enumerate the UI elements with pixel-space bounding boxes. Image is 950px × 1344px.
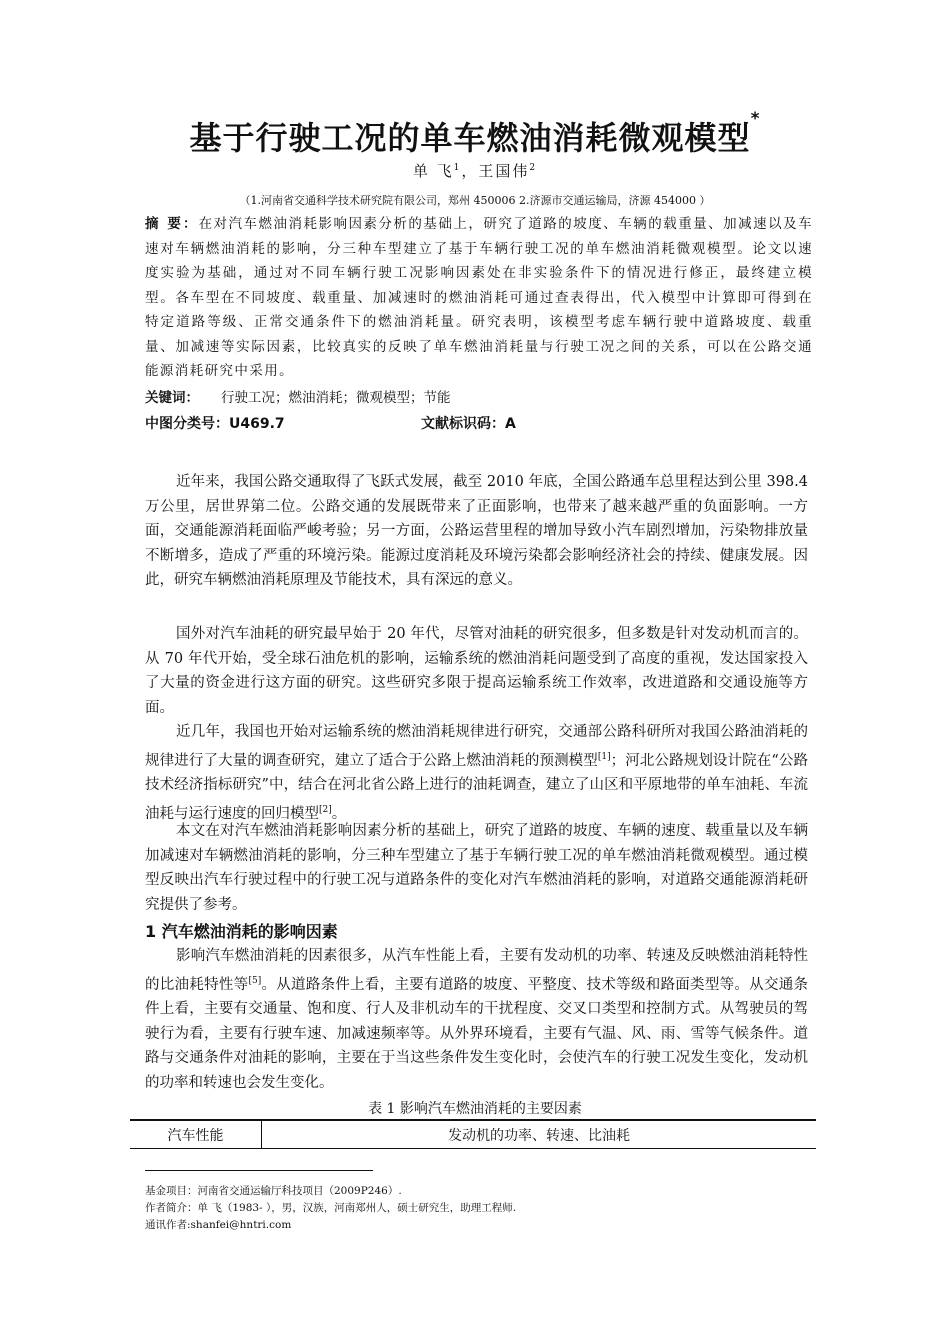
table-caption: 表 1 影响汽车燃油消耗的主要因素 bbox=[368, 1101, 582, 1117]
footnote-divider bbox=[145, 1170, 373, 1171]
section-heading-1: 1 汽车燃油消耗的影响因素 bbox=[145, 922, 338, 941]
title-footnote-mark: * bbox=[750, 109, 761, 129]
keywords bbox=[145, 388, 451, 408]
table-cell: 发动机的功率、转速、比油耗 bbox=[262, 1120, 817, 1149]
citation-2: [2] bbox=[319, 804, 332, 815]
citation-1: [1] bbox=[597, 751, 611, 762]
table-cell: 汽车性能 bbox=[130, 1120, 262, 1149]
author-1: 单 飞 bbox=[412, 162, 454, 180]
footnote-contact: 通讯作者:shanfei@hntri.com bbox=[145, 1219, 292, 1231]
clc-number: 中图分类号：U469.7 bbox=[145, 416, 285, 432]
document-code: 文献标识码：A bbox=[421, 416, 516, 432]
table-row bbox=[130, 1120, 816, 1149]
footnote-fund: 基金项目：河南省交通运输厅科技项目（2009P246）. bbox=[145, 1185, 402, 1197]
footnote-author: 作者简介：单 飞（1983- ），男，汉族，河南郑州人，硕士研究生，助理工程师. bbox=[145, 1202, 517, 1214]
paper-title bbox=[0, 109, 950, 159]
affiliations: （1.河南省交通科学技术研究院有限公司，郑州 450006 2.济源市交通运输局，济源 454000 ） bbox=[239, 194, 711, 207]
p3-text-a: 近几年，我国也开始对运输系统的燃油消耗规律进行研究，交通部公路科研所对我国公路油消耗的规律进行了大量的调查研究，建立了适合于公路上燃油消耗的预测模型 bbox=[145, 724, 808, 769]
p5-text-b: 。从道路条件上看，主要有道路的坡度、平整度、技术等级和路面类型等。从交通条件上看，主要有交通量、饱和度、行人及非机动车的干扰程度、交叉口类型和控制方式。从驾驶员的驾驶行为看，主要有行驶车速、加减速频率等。从外界环境看，主要有气温、风、雨、雪等气候条件。道路与交通条件对油耗的影响，主要在于当这些条件发生变化时，会使汽车的行驶工况发生变化，发动机的功率和转速也会发生变化。 bbox=[145, 976, 809, 1091]
abstract-text: 在对汽车燃油消耗影响因素分析的基础上，研究了道路的坡度、车辆的载重量、加减速以及车速对车辆燃油消耗的影响，分三种车型建立了基于车辆行驶工况的单车燃油消耗微观模型。论文以速度实验为基础，通过对不同车辆行驶工况影响因素处在非实验条件下的情况进行修正，最终建立模型。各车型在不同坡度、载重量、加减速时的燃油消耗可通过查表得出，代入模型中计算即可得到在特定道路等级、正常交通条件下的燃油消耗量。研究表明，该模型考虑车辆行驶中道路坡度、载重量、加减速等实际因素，比较真实的反映了单车燃油消耗量与行驶工况之间的关系，可以在公路交通能源消耗研究中采用。 bbox=[145, 216, 813, 379]
author-separator: ， bbox=[461, 162, 479, 180]
author-2: 王国伟 bbox=[478, 162, 530, 180]
abstract-label: 摘 要： bbox=[145, 216, 199, 232]
body-paragraph-1: 近年来，我国公路交通取得了飞跃式发展，截至 2010 年底，全国公路通车总里程达到公里 398.4 万公里，居世界第二位。公路交通的发展既带来了正面影响，也带来了越来越严重的负面影响。一方面，交通能源消耗面临严峻考验；另一方面，公路运营里程的增加导致小汽车剧烈增加，污染物排放量不断增多，造成了严重的环境污染。能源过度消耗及环境污染都会影响经济社会的持续、健康发展。因此，研究车辆燃油消耗原理及节能技术，具有深远的意义。 bbox=[145, 474, 808, 589]
citation-5: [5] bbox=[248, 975, 262, 986]
footnotes bbox=[145, 1183, 516, 1234]
author-2-affil: 2 bbox=[529, 163, 538, 173]
body-paragraph-5 bbox=[145, 944, 808, 1095]
p3-text-c: 。 bbox=[331, 805, 347, 822]
keywords-label: 关键词： bbox=[145, 390, 199, 406]
author-line bbox=[0, 160, 950, 181]
factors-table bbox=[130, 1119, 816, 1149]
body-paragraph-3 bbox=[145, 720, 808, 826]
author-1-affil: 1 bbox=[453, 163, 462, 173]
p3-text-b: ；河北公路规划设计院在“公路技术经济指标研究”中，结合在河北省公路上进行的油耗调查，建立了山区和平原地带的单车油耗、车流油耗与运行速度的回归模型 bbox=[145, 752, 808, 822]
body-paragraph-2: 国外对汽车油耗的研究最早始于 20 年代，尽管对油耗的研究很多，但多数是针对发动机而言的。从 70 年代开始，受全球石油危机的影响，运输系统的燃油消耗问题受到了高度的重视，发达国家投入了大量的资金进行这方面的研究。这些研究多限于提高运输系统工作效率，改进道路和交通设施等方面。 bbox=[145, 626, 808, 716]
keywords-text: 行驶工况；燃油消耗；微观模型；节能 bbox=[221, 390, 451, 406]
abstract bbox=[145, 212, 813, 384]
p5-text-a: 影响汽车燃油消耗的因素很多，从汽车性能上看，主要有发动机的功率、转速及反映燃油消耗特性的比油耗特性等 bbox=[145, 948, 808, 993]
title-text: 基于行驶工况的单车燃油消耗微观模型 bbox=[189, 119, 751, 157]
body-paragraph-4: 本文在对汽车燃油消耗影响因素分析的基础上，研究了道路的坡度、车辆的速度、载重量以及车辆加减速对车辆燃油消耗的影响，分三种车型建立了基于车辆行驶工况的单车燃油消耗微观模型。通过模型反映出汽车行驶过程中的行驶工况与道路条件的变化对汽车燃油消耗的影响，对道路交通能源消耗研究提供了参考。 bbox=[145, 823, 808, 913]
